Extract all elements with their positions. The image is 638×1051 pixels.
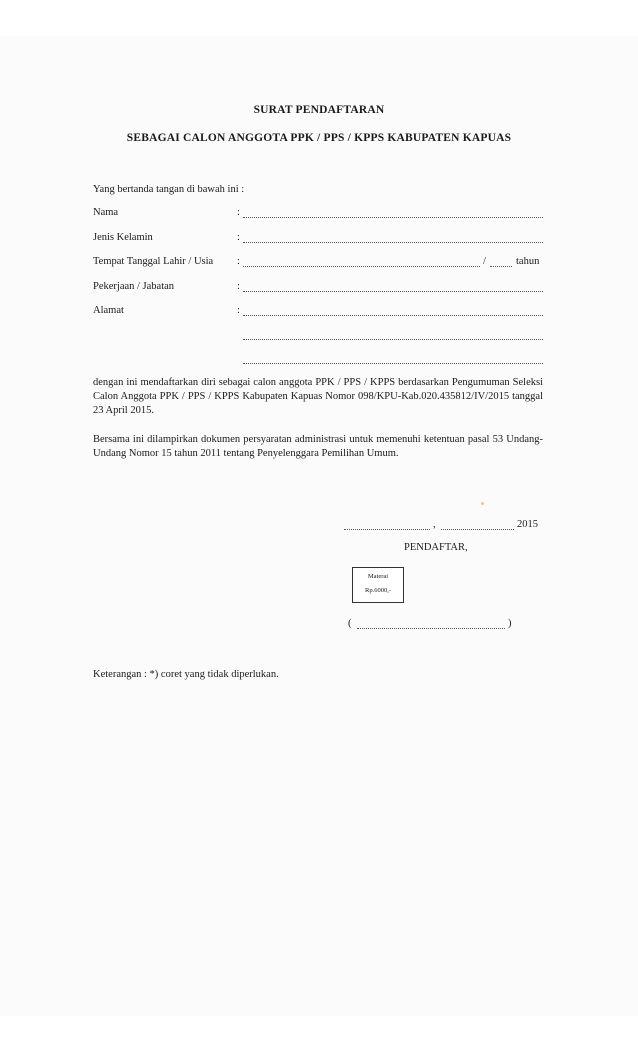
materai-stamp-box (352, 567, 404, 603)
stamp-label: Materai (367, 573, 389, 580)
document-subtitle: SEBAGAI CALON ANGGOTA PPK / PPS / KPPS KABUPATEN KAPUAS (126, 132, 512, 144)
date-line[interactable] (441, 529, 514, 530)
field-line-usia[interactable] (490, 266, 512, 267)
paper-speck (481, 502, 484, 505)
signature-open-paren: ( (348, 618, 352, 629)
field-line-alamat-3[interactable] (243, 363, 543, 364)
slash-separator: / (483, 256, 486, 267)
paragraph-pengumuman: dengan ini mendaftarkan diri sebagai calon anggota PPK / PPS / KPPS berdasarkan Pengumuman Seleksi Calon Anggota PPK / PPS / KPPS Kabupaten Kapuas Nomor 098/KPU-Kab.020.435812/IV/2015 tanggal 23 April 2015. (93, 377, 543, 416)
field-colon: : (237, 281, 240, 292)
field-label-nama: Nama (93, 207, 119, 218)
field-line-alamat-2[interactable] (243, 339, 543, 340)
date-year: 2015 (517, 519, 538, 530)
field-label-ttl: Tempat Tanggal Lahir / Usia (93, 256, 214, 267)
paragraph-lampiran: Bersama ini dilampirkan dokumen persyaratan administrasi untuk memenuhi ketentuan pasal 53 Undang-Undang Nomor 15 tahun 2011 tentang Penyelenggara Pemilihan Umum. (93, 434, 543, 459)
field-line-nama[interactable] (243, 217, 543, 218)
field-colon: : (237, 305, 240, 316)
field-label-alamat: Alamat (93, 305, 124, 316)
field-line-alamat-1[interactable] (243, 315, 543, 316)
document-page (0, 36, 638, 1016)
tahun-label: tahun (516, 256, 540, 267)
pendaftar-label: PENDAFTAR, (404, 542, 468, 553)
place-line[interactable] (344, 529, 430, 530)
field-line-jenis-kelamin[interactable] (243, 242, 543, 243)
document-title: SURAT PENDAFTARAN (253, 104, 385, 116)
field-colon: : (237, 207, 240, 218)
signature-name-line[interactable] (357, 628, 505, 629)
footnote: Keterangan : *) coret yang tidak diperlukan. (93, 669, 279, 680)
intro-text: Yang bertanda tangan di bawah ini : (93, 184, 245, 195)
field-line-ttl[interactable] (243, 266, 480, 267)
signature-close-paren: ) (508, 618, 512, 629)
date-comma: , (433, 519, 436, 530)
field-colon: : (237, 256, 240, 267)
stamp-value: Rp.6000,- (365, 587, 391, 594)
field-label-jenis-kelamin: Jenis Kelamin (93, 232, 153, 243)
field-line-pekerjaan[interactable] (243, 291, 543, 292)
field-label-pekerjaan: Pekerjaan / Jabatan (93, 281, 175, 292)
field-colon: : (237, 232, 240, 243)
